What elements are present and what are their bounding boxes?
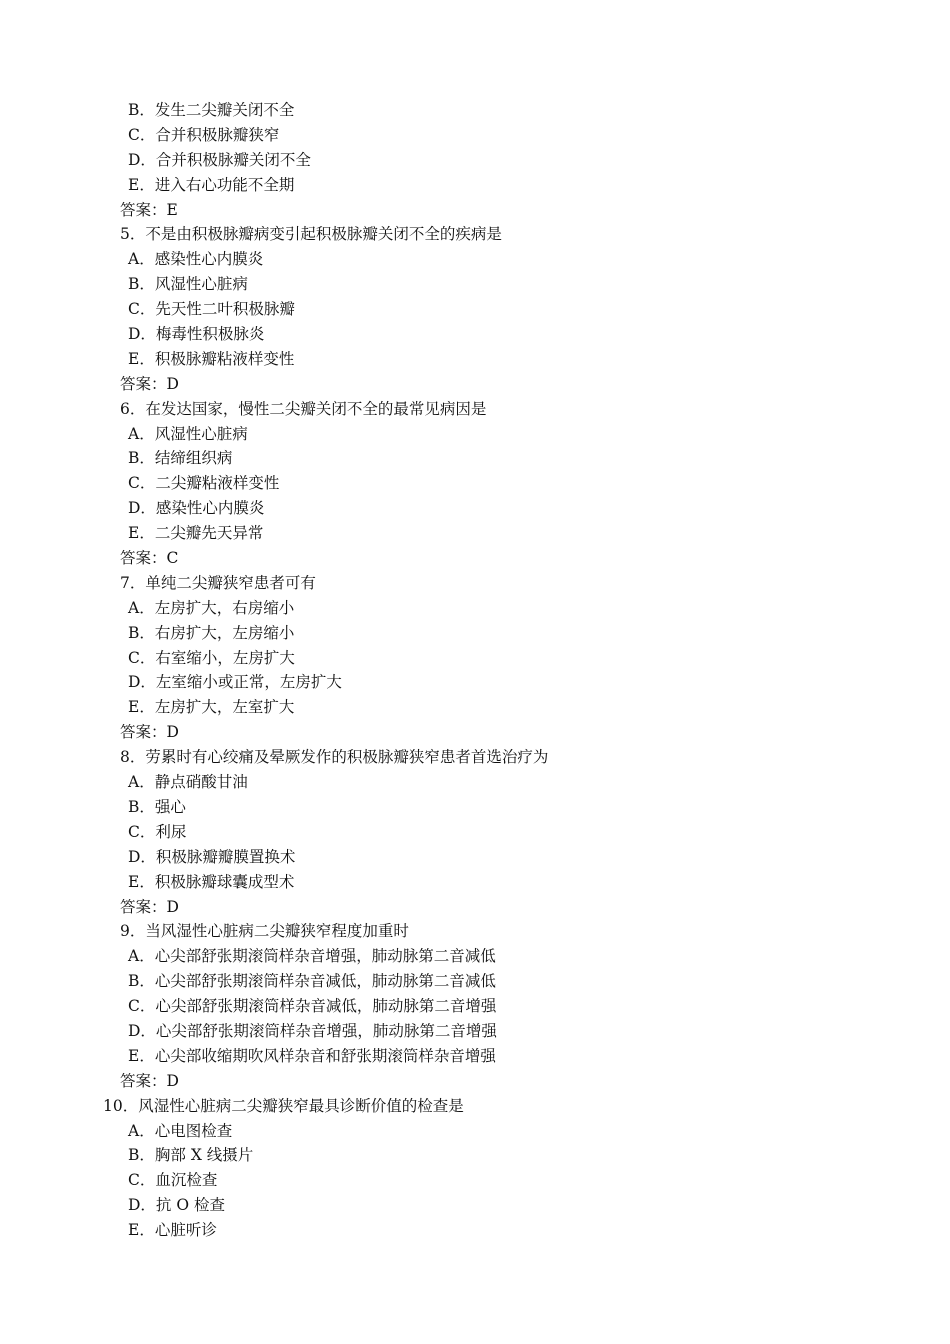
answer-option: D．左室缩小或正常，左房扩大: [128, 673, 342, 692]
answer-option: E．进入右心功能不全期: [128, 175, 295, 194]
answer-option: C．利尿: [128, 822, 187, 841]
answer-option: D．心尖部舒张期滚筒样杂音增强，肺动脉第二音增强: [128, 1021, 497, 1040]
question-stem: 9．当风湿性心脏病二尖瓣狭窄程度加重时: [120, 922, 409, 941]
answer-option: D．感染性心内膜炎: [128, 499, 265, 518]
question-stem: 8．劳累时有心绞痛及晕厥发作的积极脉瓣狭窄患者首选治疗为: [120, 748, 549, 767]
answer-option: C．心尖部舒张期滚筒样杂音减低，肺动脉第二音增强: [128, 997, 497, 1016]
answer-option: E．积极脉瓣球囊成型术: [128, 872, 295, 891]
answer-option: C．合并积极脉瓣狭窄: [128, 125, 280, 144]
answer-option: A．感染性心内膜炎: [128, 250, 264, 269]
answer-key: 答案：E: [120, 200, 178, 219]
answer-option: C．右室缩小，左房扩大: [128, 648, 295, 667]
document-page: [0, 98, 950, 1243]
answer-option: D．抗 O 检查: [128, 1196, 225, 1215]
question-stem: 10．风湿性心脏病二尖瓣狭窄最具诊断价值的检查是: [103, 1096, 464, 1115]
answer-option: E．积极脉瓣粘液样变性: [128, 349, 295, 368]
question-stem: 6．在发达国家，慢性二尖瓣关闭不全的最常见病因是: [120, 399, 487, 418]
answer-option: A．心尖部舒张期滚筒样杂音增强，肺动脉第二音减低: [128, 947, 496, 966]
answer-option: B．风湿性心脏病: [128, 275, 248, 294]
answer-option: C．血沉检查: [128, 1171, 218, 1190]
answer-option: A．左房扩大，右房缩小: [128, 598, 295, 617]
answer-option: C．先天性二叶积极脉瓣: [128, 300, 295, 319]
answer-option: B．心尖部舒张期滚筒样杂音减低，肺动脉第二音减低: [128, 972, 496, 991]
question-stem: 7．单纯二尖瓣狭窄患者可有: [120, 573, 316, 592]
answer-option: E．二尖瓣先天异常: [128, 524, 264, 543]
answer-option: B．强心: [128, 797, 186, 816]
question-stem: 5．不是由积极脉瓣病变引起积极脉瓣关闭不全的疾病是: [120, 225, 502, 244]
answer-key: 答案：D: [120, 897, 179, 916]
answer-key: 答案：D: [120, 723, 179, 742]
answer-option: D．梅毒性积极脉炎: [128, 325, 265, 344]
answer-option: B．右房扩大，左房缩小: [128, 623, 295, 642]
answer-option: B．胸部 X 线摄片: [128, 1146, 254, 1165]
answer-option: A．风湿性心脏病: [128, 424, 248, 443]
answer-option: B．结缔组织病: [128, 449, 233, 468]
answer-key: 答案：D: [120, 1071, 179, 1090]
answer-option: C．二尖瓣粘液样变性: [128, 474, 280, 493]
answer-option: D．积极脉瓣瓣膜置换术: [128, 847, 296, 866]
answer-option: E．心脏听诊: [128, 1221, 217, 1240]
answer-option: A．心电图检查: [128, 1121, 233, 1140]
answer-option: B．发生二尖瓣关闭不全: [128, 101, 295, 119]
answer-key: 答案：C: [120, 549, 179, 568]
answer-key: 答案：D: [120, 374, 179, 393]
answer-option: A．静点硝酸甘油: [128, 773, 248, 792]
answer-option: D．合并积极脉瓣关闭不全: [128, 150, 311, 169]
answer-option: E．左房扩大，左室扩大: [128, 698, 295, 717]
answer-option: E．心尖部收缩期吹风样杂音和舒张期滚筒样杂音增强: [128, 1046, 496, 1065]
